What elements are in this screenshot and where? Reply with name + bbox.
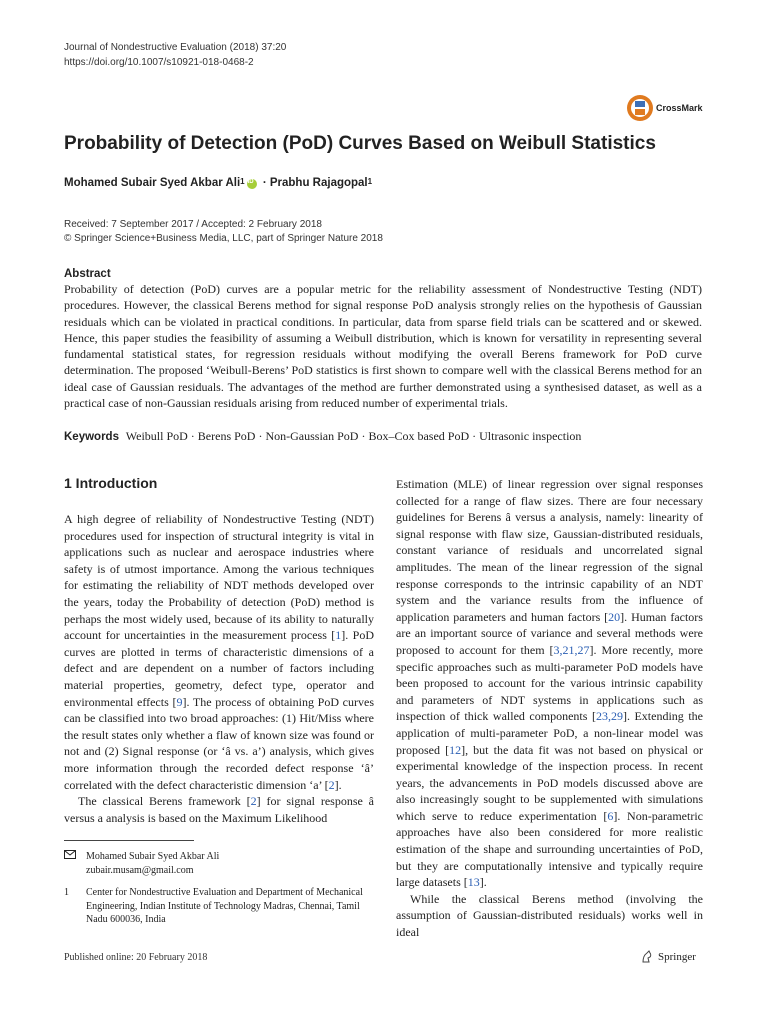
affiliation-note: [64, 886, 364, 927]
keywords-list: Weibull PoD · Berens PoD · Non-Gaussian PoD · Box–Cox based PoD · Ultrasonic inspection: [125, 429, 582, 443]
citation-link[interactable]: 2: [328, 777, 335, 792]
citation-link[interactable]: 12: [449, 742, 462, 757]
citation-link[interactable]: 13: [467, 875, 480, 890]
abstract-heading: Abstract: [64, 268, 111, 280]
keywords-label: Keywords: [64, 431, 119, 443]
crossmark-label: CrossMark: [656, 103, 703, 113]
affiliation-marker: 1: [367, 177, 373, 186]
paragraph: Estimation (MLE) of linear regression over signal responses collected for a range of flaw sizes. There are four necessary guidelines for Berens â versus a analysis, namely: linearity of signal response with flaw size, Gaussian-distributed residuals, constant variance of residuals and uncorrelated signal amplitudes. The mean of the linear regression of the signal response corresponds to the intrinsic capability of an NDT system and the variance results from the influence of application parameters and human factors [20]. Human factors are an important source of variance and several methods were proposed to account for them [3,21,27]. More recently, more specific approaches such as multi-parameter PoD models have been proposed to account for the various intrinsic capability and parameters of NDT systems in applications such as inspection of thick walled components [23,29]. Extending the application of multi-parameter PoD, a non-linear model was proposed [12], but the data fit was not based on physical or experimental knowledge of the inspection process. In recent years, the advancements in PoD models discussed above are also increasingly sought to be supplemented with simulations which serve to reduce experimentation [6]. Non-parametric approaches have also been considered for more realistic estimation of the shape and surrounding uncertainties of PoD, but they are computationally intensive and typically require large datasets [13].: [396, 477, 704, 890]
dates-block: [64, 218, 383, 246]
publisher-logo: [640, 950, 696, 964]
author-separator: ·: [259, 177, 270, 189]
envelope-icon: [64, 850, 86, 877]
left-column: [64, 511, 374, 826]
springer-horse-icon: [640, 950, 654, 964]
published-date: Published online: 20 February 2018: [64, 952, 208, 963]
doi-link[interactable]: https://doi.org/10.1007/s10921-018-0468-2: [64, 57, 254, 68]
citation-link[interactable]: 23,29: [595, 709, 623, 724]
paragraph: The classical Berens framework [2] for signal response â versus a analysis is based on the Maximum Likelihood: [64, 794, 375, 825]
right-column: [396, 476, 703, 941]
copyright-line: © Springer Science+Business Media, LLC, part of Springer Nature 2018: [64, 233, 383, 244]
author-name: Mohamed Subair Syed Akbar Ali: [64, 177, 241, 189]
abstract-text: Probability of detection (PoD) curves are a popular metric for the reliability assessment of Nondestructive Testing (NDT) procedures. However, the classical Berens method for signal response PoD analysis strongly relies on the hypothesis of Gaussian residuals which can be violated in practical conditions. In particular, data from sparse field trials can be scattered and or skewed. Hence, this paper studies the feasibility of assuming a Weibull distribution, which is known for versatility in representing several fundamental statistical states, for regression residuals without modifying the overall Berens framework for PoD curve determination. The proposed ‘Weibull-Berens’ PoD statistics is first shown to compare well with the classical Berens method for an ideal case of Gaussian residuals. The advantages of the method are further demonstrated using a synthesised dataset, as well as a practical case of non-Gaussian residuals arising from reduced number of experimental trials.: [64, 282, 702, 411]
affiliation-text: Center for Nondestructive Evaluation and Department of Mechanical Engineering, Indian Institute of Technology Madras, Chennai, Tamil Nadu 600036, India: [86, 887, 363, 925]
paper-title: Probability of Detection (PoD) Curves Based on Weibull Statistics: [64, 133, 656, 154]
citation-link[interactable]: 2: [250, 794, 257, 809]
journal-header: [64, 40, 286, 70]
affiliation-marker: 1: [240, 177, 245, 186]
paragraph: While the classical Berens method (involving the assumption of Gaussian-distributed residuals) works well in ideal: [396, 891, 703, 940]
citation-link[interactable]: 1: [335, 628, 342, 643]
author-name: Prabhu Rajagopal: [269, 177, 368, 189]
crossmark-icon: [626, 94, 654, 122]
citation-link[interactable]: 3,21,27: [553, 642, 590, 657]
corresponding-author-note: [64, 850, 364, 877]
keywords: [64, 429, 704, 444]
contact-name: Mohamed Subair Syed Akbar Ali: [86, 851, 220, 862]
received-accepted: Received: 7 September 2017 / Accepted: 2 February 2018: [64, 219, 322, 230]
orcid-icon[interactable]: [247, 179, 257, 189]
section-heading: 1 Introduction: [64, 475, 158, 491]
crossmark-badge[interactable]: [626, 93, 706, 123]
footnote-divider: [64, 840, 194, 841]
affiliation-number: 1: [64, 887, 69, 898]
publisher-name: Springer: [658, 951, 696, 963]
paragraph: A high degree of reliability of Nondestructive Testing (NDT) procedures used for inspection of structural integrity is vital in applications such as nuclear and aerospace industries where safety is of utmost importance. Among the various techniques for estimating the reliability of NDT methods developed over the years, today the Probability of detection (PoD) method is perhaps the most widely used, because of its ability to naturally account for uncertainties in the measurement process [1]. PoD curves are plotted in terms of characteristic dimensions of a defect and are dependent on a number of factors including material properties, geometry, defect type, operator and environmental effects [9]. The process of obtaining PoD curves can be classified into two broad approaches: (1) Hit/Miss where the result states only whether a flaw of known size was found or not and (2) Signal response (or ‘â vs. a’) analysis, which gives more information through the recorded defect response ‘â’ correlated with the defect characteristic dimension ‘a’ [2].: [64, 512, 375, 792]
citation-link[interactable]: 6: [607, 808, 614, 823]
citation-link[interactable]: 9: [176, 694, 183, 709]
contact-email[interactable]: zubair.musam@gmail.com: [86, 864, 194, 876]
author-list: [64, 177, 372, 189]
journal-citation: Journal of Nondestructive Evaluation (2018) 37:20: [64, 42, 287, 53]
citation-link[interactable]: 20: [608, 609, 621, 624]
